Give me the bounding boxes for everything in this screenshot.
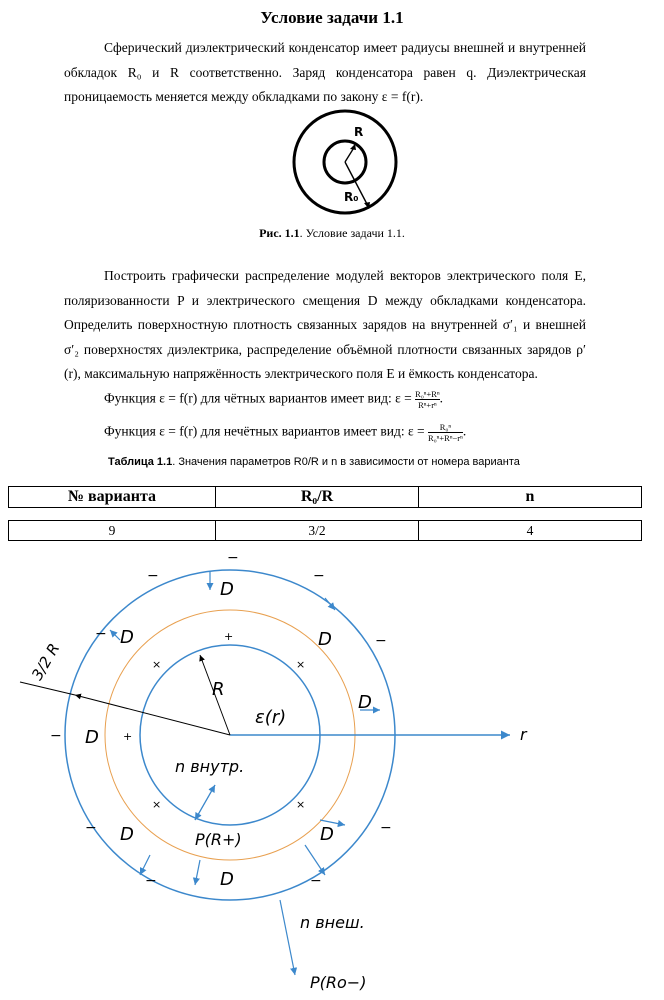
label-D-5: D: [85, 727, 99, 748]
label-D-4: D: [358, 692, 372, 713]
formula-even: Функция ε = f(r) для чётных вариантов имеет вид: ε = $\frac{\text{R₀ⁿ+Rⁿ}}{\text{Rⁿ+rⁿ}}$ .: [104, 389, 443, 410]
figure-caption-text: . Условие задачи 1.1.: [299, 226, 405, 240]
table-row: [8, 520, 642, 541]
cross-2: ×: [296, 658, 306, 671]
minus-1: −: [227, 550, 239, 566]
table-header: [8, 486, 642, 508]
minus-5: −: [375, 633, 387, 649]
cross-3: ×: [152, 798, 162, 811]
cross-4: ×: [296, 798, 306, 811]
formula-even-numerator: R₀ⁿ+Rⁿ: [415, 389, 440, 399]
formula-odd: Функция ε = f(r) для нечётных вариантов имеет вид: ε = $\frac{\text{R₀ⁿ}}{\text{R₀ⁿ+Rⁿ−rⁿ}}$ .: [104, 422, 467, 443]
formula-odd-numerator: R₀ⁿ: [428, 422, 463, 433]
minus-8: −: [380, 820, 392, 836]
header-ratio: R₀/R: [216, 487, 419, 508]
minus-10: −: [310, 873, 322, 889]
label-D-7: D: [320, 824, 334, 845]
label-D-2: D: [120, 627, 134, 648]
minus-3: −: [313, 568, 325, 584]
header-variant: № варианта: [9, 487, 216, 508]
cell-ratio: 3/2: [216, 521, 419, 541]
page-title: Условие задачи 1.1: [260, 8, 404, 27]
formula-odd-denominator: R₀ⁿ+Rⁿ−rⁿ: [428, 433, 463, 443]
minus-4: −: [95, 626, 107, 642]
label-D-8: D: [220, 869, 234, 890]
label-R0: R₀: [344, 190, 359, 204]
cell-n: 4: [419, 521, 642, 541]
problem-statement: Сферический диэлектрический конденсатор имеет радиусы внешней и внутренней обкладок R₀ и R соответственно. Заряд конденсатора равен q. Диэлектрическая проницаемость меняется между обкладками по закону ε = f(r).: [64, 40, 586, 104]
minus-6: −: [50, 728, 62, 744]
minus-9: −: [145, 873, 157, 889]
cross-1: ×: [152, 658, 162, 671]
minus-7: −: [85, 820, 97, 836]
label-r-axis: r: [520, 725, 527, 744]
cell-variant: 9: [9, 521, 216, 541]
task-statement: Построить графически распределение модулей векторов электрического поля E, поляризованности P и электрического смещения D между обкладками конденсатора. Определить поверхностную плотность связанных зарядов на внутренней σ′₁ и внешней σ′₂ поверхностях диэлектрика, распределение объёмной плотности связанных зарядов ρ′(r), максимальную напряжённость электрического поля E и ёмкость конденсатора.: [64, 268, 586, 381]
minus-2: −: [147, 568, 159, 584]
label-R: R: [354, 125, 364, 139]
label-D-1: D: [220, 579, 234, 600]
formula-even-text: Функция ε = f(r) для чётных вариантов имеет вид: ε =: [104, 390, 412, 406]
label-outer-R: 3/2 R: [28, 640, 64, 684]
figure-caption-number: Рис. 1.1: [259, 226, 300, 240]
plus-1: +: [224, 630, 234, 643]
label-R: R: [212, 679, 225, 700]
field-diagram: [0, 550, 664, 1000]
figure-caption: [0, 226, 664, 241]
label-n-inner: n внутр.: [175, 757, 245, 776]
header-n: n: [419, 487, 642, 508]
label-eps: ε(r): [255, 707, 287, 728]
label-P-outer: P(Ro−): [310, 973, 367, 992]
table-caption: [108, 456, 520, 468]
formula-even-denominator: Rⁿ+rⁿ: [418, 400, 437, 410]
label-D-3: D: [318, 629, 332, 650]
label-P-inner: P(R+): [195, 830, 242, 849]
label-n-outer: n внеш.: [300, 913, 365, 932]
table-caption-text: . Значения параметров R0/R и n в зависимости от номера варианта: [172, 456, 520, 468]
figure-1-1: [286, 106, 406, 218]
formula-odd-text: Функция ε = f(r) для нечётных вариантов имеет вид: ε =: [104, 423, 425, 439]
label-D-6: D: [120, 824, 134, 845]
table-caption-number: Таблица 1.1: [108, 456, 173, 468]
plus-2: +: [123, 730, 133, 743]
